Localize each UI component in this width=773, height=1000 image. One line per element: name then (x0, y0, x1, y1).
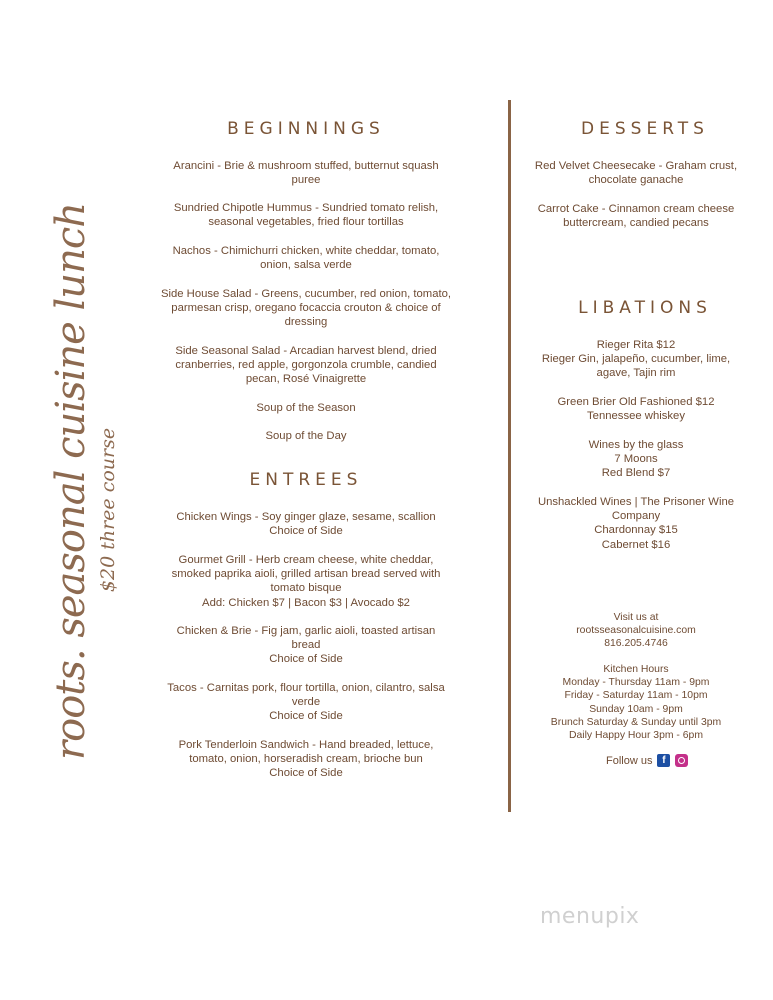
libation-rieger-rita: Rieger Rita $12 Rieger Gin, jalapeño, cucumber, lime, agave, Tajin rim (541, 339, 731, 380)
menu-item-soup-day: Soup of the Day (265, 430, 347, 442)
libation-wines-by-glass: Wines by the glass 7 Moons Red Blend $7 (588, 439, 684, 480)
desserts-heading: DESSERTS (581, 119, 709, 139)
menu-item-gourmet-grill: Gourmet Grill - Herb cream cheese, white cheddar, smoked paprika aioli, grilled artisan bread served with tomato bisque Add: Chicken $7 | Bacon $3 | Avocado $2 (171, 554, 441, 609)
menu-item-side-seasonal-salad: Side Seasonal Salad - Arcadian harvest blend, dried cranberries, red apple, gorgonzola crumble, candied pecan, Rosé Vinaigrette (175, 345, 437, 386)
facebook-icon[interactable]: f (657, 754, 670, 767)
instagram-icon[interactable] (675, 754, 688, 767)
dessert-carrot-cake: Carrot Cake - Cinnamon cream cheese buttercream, candied pecans (537, 203, 735, 230)
menu-item-side-house-salad: Side House Salad - Greens, cucumber, red onion, tomato, parmesan crisp, oregano focaccia crouton & choice of dressing (160, 288, 452, 329)
menu-item-pork-tenderloin: Pork Tenderloin Sandwich - Hand breaded, lettuce, tomato, onion, horseradish cream, brioche bun Choice of Side (178, 739, 434, 780)
libation-unshackled-wines: Unshackled Wines | The Prisoner Wine Company Chardonnay $15 Cabernet $16 (537, 496, 735, 551)
menu-item-hummus: Sundried Chipotle Hummus - Sundried tomato relish, seasonal vegetables, fried flour tortillas (173, 202, 439, 229)
phone-number[interactable]: 816.205.4746 (604, 638, 668, 650)
kitchen-hours: Kitchen Hours Monday - Thursday 11am - 9pm Friday - Saturday 11am - 10pm Sunday 10am - 9pm Brunch Saturday & Sunday until 3pm Daily Happy Hour 3pm - 6pm (550, 664, 722, 742)
libation-green-brier: Green Brier Old Fashioned $12 Tennessee whiskey (557, 396, 715, 423)
menu-item-tacos: Tacos - Carnitas pork, flour tortilla, onion, cilantro, salsa verde Choice of Side (167, 682, 445, 723)
contact-info (516, 611, 756, 651)
website-link[interactable]: rootsseasonalcuisine.com (576, 625, 696, 637)
beginnings-heading: BEGINNINGS (227, 119, 385, 139)
menu-script-title: roots. seasonal cuisine lunch (48, 203, 94, 760)
follow-label: Follow us (606, 754, 653, 767)
menu-item-soup-season: Soup of the Season (256, 402, 356, 414)
menu-item-nachos: Nachos - Chimichurri chicken, white cheddar, tomato, onion, salsa verde (172, 245, 440, 272)
follow-us (606, 754, 688, 767)
entrees-heading: ENTREES (249, 470, 363, 490)
menu-script-subtitle: $20 three course (97, 427, 119, 593)
menu-item-arancini: Arancini - Brie & mushroom stuffed, butternut squash puree (173, 160, 439, 187)
libations-heading: LIBATIONS (578, 298, 712, 318)
visit-label: Visit us at (613, 612, 659, 623)
menu-item-chicken-brie: Chicken & Brie - Fig jam, garlic aioli, toasted artisan bread Choice of Side (176, 625, 436, 666)
menupix-watermark: menupix (540, 904, 640, 929)
column-divider (508, 100, 511, 812)
menu-item-chicken-wings: Chicken Wings - Soy ginger glaze, sesame, scallion Choice of Side (176, 511, 436, 538)
dessert-red-velvet: Red Velvet Cheesecake - Graham crust, chocolate ganache (534, 160, 738, 187)
